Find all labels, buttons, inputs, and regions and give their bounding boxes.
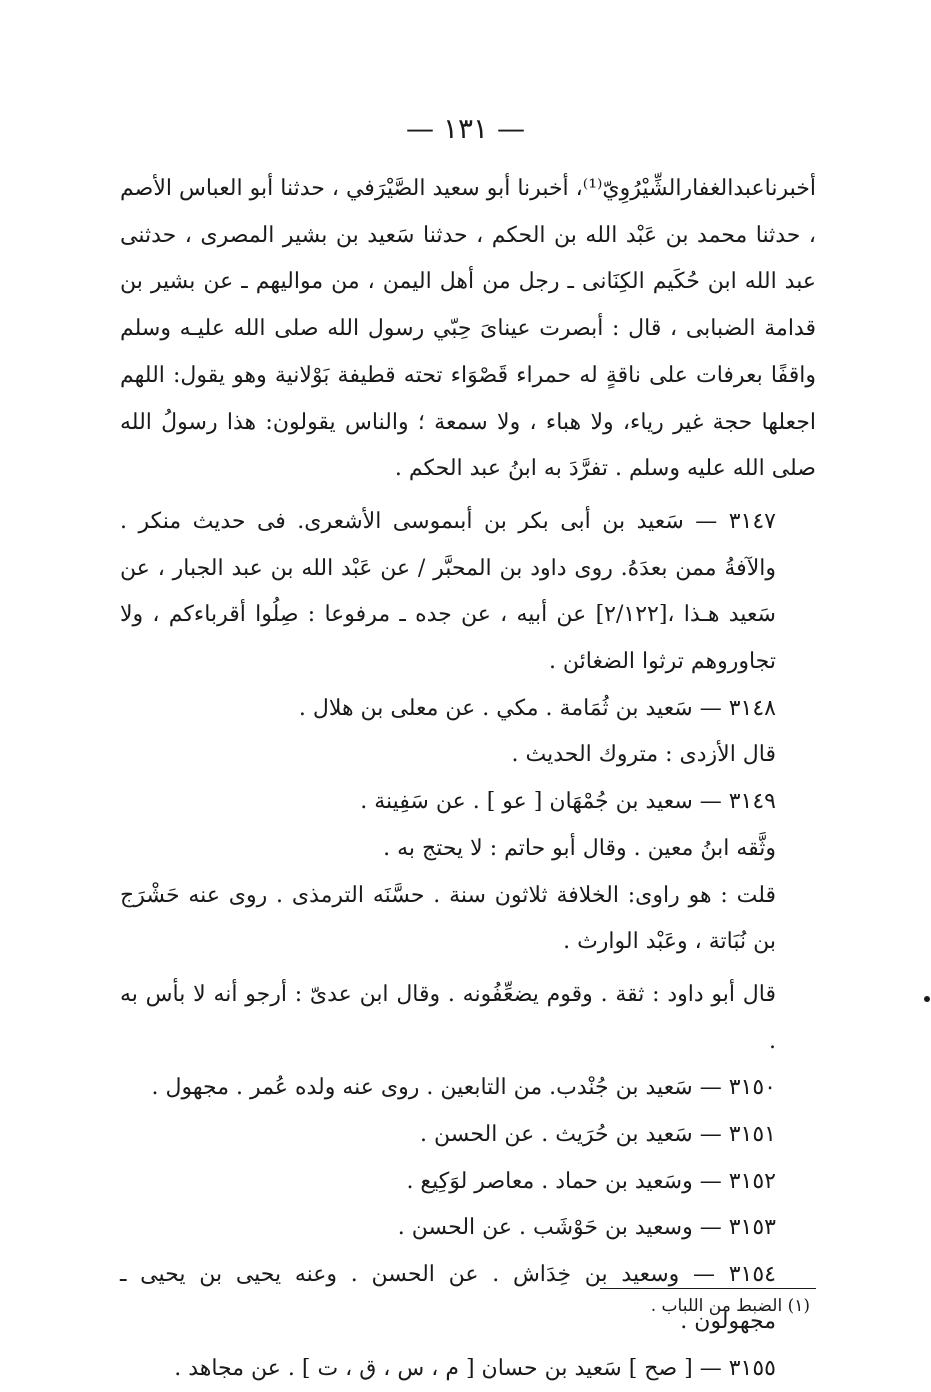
footnote-separator <box>600 1288 816 1289</box>
entry-3150: ٣١٥٠ — سَعيد بن جُنْدب. من التابعين . روى عنه ولده عُمر . مجهول . <box>151 1075 776 1101</box>
entry-3151: ٣١٥١ — سَعيد بن حُرَيث . عن الحسن . <box>419 1122 776 1148</box>
entry-3148-note: قال الأزدى : متروك الحديث . <box>511 742 776 768</box>
entry-3149-note: وثَّقه ابنُ معين . وقال أبو حاتم : لا يحتج به . <box>383 835 776 861</box>
entry-3153: ٣١٥٣ — وسعيد بن حَوْشَب . عن الحسن . <box>397 1215 776 1241</box>
main-text <box>120 166 816 1392</box>
entry-3155: ٣١٥٥ — [ صح ] سَعيد بن حسان [ م ، س ، ق ، ت ] . عن مجاهد . <box>174 1355 776 1381</box>
page-number: — ١٣١ — <box>406 112 525 145</box>
entry-3147: ٣١٤٧ — سَعيد بن أبى بكر بن أبىموسى الأشعرى. فى حديث منكر . والآفةُ ممن بعدَهُ. روى داود بن المحبَّر / عن عَبْد الله بن عبد الجبار ، عن سَعيد هـذا ،[٢/١٢٢] عن أبيه ، عن جده ـ مرفوعا : صِلُوا أقرباءكم ، ولا تجاوروهم ترثوا الضغائن . <box>120 508 776 675</box>
entry-3148: ٣١٤٨ — سَعيد بن ثُمَامة . مكي . عن معلى بن هلال . <box>298 695 776 721</box>
entry-3149-abu-dawud: قال أبو داود : ثقة . وقوم يضعِّفُونه . وقال ابن عدىّ : أرجو أنه لا بأس به . <box>120 981 776 1054</box>
paragraph-isnad: أخبرناعبدالغفارالشِّيْرُوِيّ⁽¹⁾، أخبرنا أبو سعيد الصَّيْرَفي ، حدثنا أبو العباس الأصم ، حدثنا محمد بن عَبْد الله بن الحكم ، حدثنا سَعيد بن بشير المصرى ، حدثنى عبد الله ابن حُكَيم الكِنَانى ـ رجل من أهل اليمن ، من مواليهم ـ عن بشير بن قدامة الضبابى ، قال : أبصرت عيناىَ حِبّي رسول الله صلى الله عليـه وسلم واقفًا بعرفات على ناقةٍ له حمراء قَصْوَاء تحته قطيفة بَوْلانية وهو يقول: اللهم اجعلها حجة غير رياء، ولا هباء ، ولا سمعة ؛ والناس يقولون: هذا رسولُ الله صلى الله عليه وسلم . تفرَّدَ به ابنُ عبد الحكم . <box>120 176 816 482</box>
entry-3149-comment: قلت : هو راوى: الخلافة ثلاثون سنة . حسَّنَه الترمذى . روى عنه حَشْرَج بن نُبَاتة ، وعَبْد الوارث . <box>120 882 776 955</box>
footnote: (١) الضبط من اللباب . <box>650 1296 810 1316</box>
entry-3152: ٣١٥٢ — وسَعيد بن حماد . معاصر لوَكِيع . <box>406 1168 776 1194</box>
entry-3149: ٣١٤٩ — سعيد بن جُمْهَان [ عو ] . عن سَفِينة . <box>360 789 776 815</box>
entry-3154: ٣١٥٤ — وسعيد بن خِدَاش . عن الحسن . وعنه يحيى بن يحيى ـ مجهولون . <box>120 1262 776 1334</box>
margin-dot <box>924 996 930 1002</box>
